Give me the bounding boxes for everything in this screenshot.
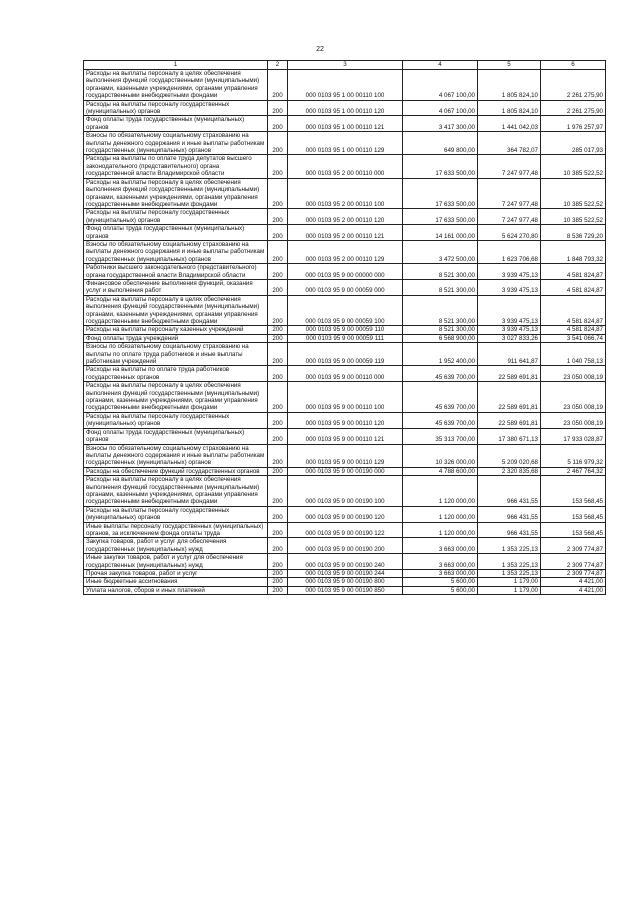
unexecuted-amount-cell: 1 040 758,13 xyxy=(541,343,606,366)
unexecuted-amount-cell: 2 309 774,87 xyxy=(541,538,606,554)
expense-name-cell: Фонд оплаты труда учреждений xyxy=(84,334,268,342)
budget-classification-code-cell: 000 0103 95 9 00 00110 129 xyxy=(288,444,403,467)
executed-amount-cell: 364 782,07 xyxy=(478,132,541,155)
line-code-cell: 200 xyxy=(268,366,288,382)
line-code-cell: 200 xyxy=(268,70,288,101)
approved-amount-cell: 3 663 000,00 xyxy=(403,538,478,554)
expense-name-cell: Расходы на выплаты персоналу в целях обеспечения выполнения функций государственными (муниципальными) органами, казенными учреждениями, органами управления государственными внебюджетными фондами xyxy=(84,178,268,209)
line-code-cell: 200 xyxy=(268,116,288,132)
approved-amount-cell: 8 521 300,00 xyxy=(403,295,478,326)
unexecuted-amount-cell: 4 581 824,87 xyxy=(541,295,606,326)
executed-amount-cell: 22 589 691,81 xyxy=(478,412,541,428)
unexecuted-amount-cell: 10 385 522,52 xyxy=(541,209,606,225)
executed-amount-cell: 3 939 475,13 xyxy=(478,326,541,334)
unexecuted-amount-cell: 10 385 522,52 xyxy=(541,178,606,209)
expense-name-cell: Расходы на выплаты персоналу в целях обеспечения выполнения функций государственными (муниципальными) органами, казенными учреждениями, органами управления государственными внебюджетными фондами xyxy=(84,382,268,413)
budget-classification-code-cell: 000 0103 95 9 00 00110 120 xyxy=(288,412,403,428)
expense-name-cell: Финансовое обеспечение выполнения функций, оказания услуг и выполнения работ xyxy=(84,279,268,295)
budget-classification-code-cell: 000 0103 95 9 00 00190 200 xyxy=(288,538,403,554)
approved-amount-cell: 649 800,00 xyxy=(403,132,478,155)
budget-classification-code-cell: 000 0103 95 9 00 00110 000 xyxy=(288,366,403,382)
table-row xyxy=(84,586,606,594)
table-row xyxy=(84,578,606,586)
line-code-cell: 200 xyxy=(268,100,288,116)
budget-classification-code-cell: 000 0103 95 9 00 00190 122 xyxy=(288,522,403,538)
approved-amount-cell: 17 633 500,00 xyxy=(403,209,478,225)
table-row xyxy=(84,412,606,428)
expense-name-cell: Расходы на выплаты персоналу государственных (муниципальных) органов xyxy=(84,209,268,225)
table-row xyxy=(84,366,606,382)
table-row xyxy=(84,506,606,522)
table-row xyxy=(84,554,606,570)
budget-classification-code-cell: 000 0103 95 9 00 00190 000 xyxy=(288,467,403,475)
expense-name-cell: Расходы на выплаты персоналу государственных (муниципальных) органов xyxy=(84,100,268,116)
executed-amount-cell: 1 353 225,13 xyxy=(478,538,541,554)
budget-classification-code-cell: 000 0103 95 9 00 00190 800 xyxy=(288,578,403,586)
approved-amount-cell: 3 417 300,00 xyxy=(403,116,478,132)
approved-amount-cell: 3 663 000,00 xyxy=(403,570,478,578)
table-row xyxy=(84,264,606,280)
line-code-cell: 200 xyxy=(268,155,288,178)
approved-amount-cell: 4 788 600,00 xyxy=(403,467,478,475)
unexecuted-amount-cell: 153 568,45 xyxy=(541,522,606,538)
expense-name-cell: Иные выплаты персоналу государственных (муниципальных) органов, за исключением фонда оплаты труда xyxy=(84,522,268,538)
executed-amount-cell: 1 179,00 xyxy=(478,586,541,594)
executed-amount-cell: 966 431,55 xyxy=(478,506,541,522)
column-number: 1 xyxy=(84,61,268,70)
column-number: 5 xyxy=(478,61,541,70)
executed-amount-cell: 17 380 671,13 xyxy=(478,428,541,444)
table-row xyxy=(84,70,606,101)
unexecuted-amount-cell: 285 017,93 xyxy=(541,132,606,155)
executed-amount-cell: 1 805 824,10 xyxy=(478,70,541,101)
unexecuted-amount-cell: 23 050 008,19 xyxy=(541,412,606,428)
approved-amount-cell: 1 952 400,00 xyxy=(403,343,478,366)
line-code-cell: 200 xyxy=(268,295,288,326)
expense-name-cell: Фонд оплаты труда государственных (муниципальных) органов xyxy=(84,116,268,132)
unexecuted-amount-cell: 3 541 066,74 xyxy=(541,334,606,342)
approved-amount-cell: 1 120 000,00 xyxy=(403,506,478,522)
unexecuted-amount-cell: 4 421,00 xyxy=(541,578,606,586)
approved-amount-cell: 8 521 300,00 xyxy=(403,264,478,280)
executed-amount-cell: 1 353 225,13 xyxy=(478,554,541,570)
budget-classification-code-cell: 000 0103 95 1 00 00110 120 xyxy=(288,100,403,116)
approved-amount-cell: 5 600,00 xyxy=(403,578,478,586)
line-code-cell: 200 xyxy=(268,334,288,342)
budget-classification-code-cell: 000 0103 95 9 00 00059 110 xyxy=(288,326,403,334)
line-code-cell: 200 xyxy=(268,570,288,578)
executed-amount-cell: 2 320 835,68 xyxy=(478,467,541,475)
expense-name-cell: Иные закупки товаров, работ и услуг для обеспечения государственных (муниципальных) нужд xyxy=(84,554,268,570)
budget-classification-code-cell: 000 0103 95 9 00 00190 120 xyxy=(288,506,403,522)
expense-name-cell: Прочая закупка товаров, работ и услуг xyxy=(84,570,268,578)
expense-name-cell: Фонд оплаты труда государственных (муниципальных) органов xyxy=(84,428,268,444)
approved-amount-cell: 5 600,00 xyxy=(403,586,478,594)
table-row xyxy=(84,467,606,475)
unexecuted-amount-cell: 8 536 729,20 xyxy=(541,225,606,241)
expense-name-cell: Взносы по обязательному социальному страхованию на выплаты денежного содержания и иные выплаты работникам государственных (муниципальных) органов xyxy=(84,240,268,263)
expense-name-cell: Взносы по обязательному социальному страхованию на выплаты денежного содержания и иные выплаты работникам государственных (муниципальных) органов xyxy=(84,132,268,155)
executed-amount-cell: 3 939 475,13 xyxy=(478,295,541,326)
line-code-cell: 200 xyxy=(268,264,288,280)
unexecuted-amount-cell: 2 261 275,90 xyxy=(541,100,606,116)
budget-classification-code-cell: 000 0103 95 9 00 00059 000 xyxy=(288,279,403,295)
line-code-cell: 200 xyxy=(268,132,288,155)
line-code-cell: 200 xyxy=(268,279,288,295)
table-row xyxy=(84,209,606,225)
table-row xyxy=(84,116,606,132)
table-row xyxy=(84,444,606,467)
expense-name-cell: Расходы на выплаты персоналу в целях обеспечения выполнения функций государственными (муниципальными) органами, казенными учреждениями, органами управления государственными внебюджетными фондами xyxy=(84,295,268,326)
line-code-cell: 200 xyxy=(268,586,288,594)
expense-name-cell: Иные бюджетные ассигнования xyxy=(84,578,268,586)
line-code-cell: 200 xyxy=(268,382,288,413)
executed-amount-cell: 1 805 824,10 xyxy=(478,100,541,116)
table-row xyxy=(84,334,606,342)
column-number: 2 xyxy=(268,61,288,70)
approved-amount-cell: 4 067 100,00 xyxy=(403,70,478,101)
approved-amount-cell: 3 663 000,00 xyxy=(403,554,478,570)
column-number: 3 xyxy=(288,61,403,70)
approved-amount-cell: 6 568 900,00 xyxy=(403,334,478,342)
executed-amount-cell: 1 179,00 xyxy=(478,578,541,586)
approved-amount-cell: 45 639 700,00 xyxy=(403,412,478,428)
table-row xyxy=(84,132,606,155)
table-row xyxy=(84,538,606,554)
expense-name-cell: Фонд оплаты труда государственных (муниципальных) органов xyxy=(84,225,268,241)
line-code-cell: 200 xyxy=(268,538,288,554)
unexecuted-amount-cell: 1 848 793,32 xyxy=(541,240,606,263)
approved-amount-cell: 45 639 700,00 xyxy=(403,382,478,413)
budget-classification-code-cell: 000 0103 95 2 00 00110 129 xyxy=(288,240,403,263)
budget-classification-code-cell: 000 0103 95 2 00 00110 000 xyxy=(288,155,403,178)
column-number: 6 xyxy=(541,61,606,70)
table-row xyxy=(84,428,606,444)
expense-name-cell: Расходы на выплаты по оплате труда работников государственных органов xyxy=(84,366,268,382)
executed-amount-cell: 22 589 691,81 xyxy=(478,382,541,413)
budget-classification-code-cell: 000 0103 95 9 00 00000 000 xyxy=(288,264,403,280)
expense-name-cell: Расходы на обеспечение функций государственных органов xyxy=(84,467,268,475)
expense-name-cell: Расходы на выплаты персоналу государственных (муниципальных) органов xyxy=(84,506,268,522)
budget-classification-code-cell: 000 0103 95 9 00 00190 244 xyxy=(288,570,403,578)
line-code-cell: 200 xyxy=(268,240,288,263)
executed-amount-cell: 1 441 042,03 xyxy=(478,116,541,132)
table-row xyxy=(84,522,606,538)
executed-amount-cell: 22 589 691,81 xyxy=(478,366,541,382)
expense-name-cell: Уплата налогов, сборов и иных платежей xyxy=(84,586,268,594)
expense-name-cell: Расходы на выплаты персоналу в целях обеспечения выполнения функций государственными (муниципальными) органами, казенными учреждениями, органами управления государственными внебюджетными фондами xyxy=(84,70,268,101)
table-row xyxy=(84,326,606,334)
executed-amount-cell: 911 641,87 xyxy=(478,343,541,366)
table-row xyxy=(84,178,606,209)
executed-amount-cell: 1 353 225,13 xyxy=(478,570,541,578)
line-code-cell: 200 xyxy=(268,522,288,538)
line-code-cell: 200 xyxy=(268,506,288,522)
column-number-row xyxy=(84,61,606,70)
unexecuted-amount-cell: 4 581 824,87 xyxy=(541,279,606,295)
budget-classification-code-cell: 000 0103 95 1 00 00110 121 xyxy=(288,116,403,132)
expense-name-cell: Взносы по обязательному социальному страхованию на выплаты денежного содержания и иные выплаты работникам государственных (муниципальных) органов xyxy=(84,444,268,467)
executed-amount-cell: 7 247 977,48 xyxy=(478,209,541,225)
line-code-cell: 200 xyxy=(268,209,288,225)
unexecuted-amount-cell: 2 467 764,32 xyxy=(541,467,606,475)
executed-amount-cell: 966 431,55 xyxy=(478,522,541,538)
table-row xyxy=(84,100,606,116)
unexecuted-amount-cell: 1 976 257,97 xyxy=(541,116,606,132)
table-row xyxy=(84,476,606,507)
unexecuted-amount-cell: 153 568,45 xyxy=(541,506,606,522)
unexecuted-amount-cell: 4 581 824,87 xyxy=(541,264,606,280)
approved-amount-cell: 35 313 700,00 xyxy=(403,428,478,444)
table-row xyxy=(84,225,606,241)
budget-classification-code-cell: 000 0103 95 9 00 00059 119 xyxy=(288,343,403,366)
expense-name-cell: Расходы на выплаты персоналу государственных (муниципальных) органов xyxy=(84,412,268,428)
unexecuted-amount-cell: 23 050 008,19 xyxy=(541,382,606,413)
budget-classification-code-cell: 000 0103 95 9 00 00059 100 xyxy=(288,295,403,326)
unexecuted-amount-cell: 2 309 774,87 xyxy=(541,570,606,578)
executed-amount-cell: 3 027 833,26 xyxy=(478,334,541,342)
budget-classification-code-cell: 000 0103 95 2 00 00110 121 xyxy=(288,225,403,241)
budget-classification-code-cell: 000 0103 95 2 00 00110 120 xyxy=(288,209,403,225)
table-row xyxy=(84,295,606,326)
unexecuted-amount-cell: 17 933 028,87 xyxy=(541,428,606,444)
budget-classification-code-cell: 000 0103 95 2 00 00110 100 xyxy=(288,178,403,209)
approved-amount-cell: 17 633 500,00 xyxy=(403,155,478,178)
executed-amount-cell: 966 431,55 xyxy=(478,476,541,507)
table-row xyxy=(84,279,606,295)
executed-amount-cell: 7 247 977,48 xyxy=(478,155,541,178)
line-code-cell: 200 xyxy=(268,444,288,467)
budget-classification-code-cell: 000 0103 95 9 00 00190 850 xyxy=(288,586,403,594)
line-code-cell: 200 xyxy=(268,412,288,428)
line-code-cell: 200 xyxy=(268,428,288,444)
unexecuted-amount-cell: 2 261 275,90 xyxy=(541,70,606,101)
approved-amount-cell: 1 120 000,00 xyxy=(403,522,478,538)
approved-amount-cell: 1 120 000,00 xyxy=(403,476,478,507)
budget-execution-table xyxy=(83,60,606,595)
line-code-cell: 200 xyxy=(268,578,288,586)
approved-amount-cell: 10 326 000,00 xyxy=(403,444,478,467)
unexecuted-amount-cell: 4 421,00 xyxy=(541,586,606,594)
line-code-cell: 200 xyxy=(268,178,288,209)
executed-amount-cell: 5 624 270,80 xyxy=(478,225,541,241)
unexecuted-amount-cell: 10 385 522,52 xyxy=(541,155,606,178)
table-row xyxy=(84,570,606,578)
page-number: 22 xyxy=(316,46,324,53)
executed-amount-cell: 1 623 706,68 xyxy=(478,240,541,263)
table-row xyxy=(84,155,606,178)
line-code-cell: 200 xyxy=(268,343,288,366)
expense-name-cell: Расходы на выплаты по оплате труда депутатов высшего законодательного (представительного) органа государственной власти Владимирской области xyxy=(84,155,268,178)
table-row xyxy=(84,240,606,263)
unexecuted-amount-cell: 4 581 824,87 xyxy=(541,326,606,334)
executed-amount-cell: 7 247 977,48 xyxy=(478,178,541,209)
executed-amount-cell: 5 209 020,68 xyxy=(478,444,541,467)
budget-classification-code-cell: 000 0103 95 9 00 00190 240 xyxy=(288,554,403,570)
approved-amount-cell: 4 067 100,00 xyxy=(403,100,478,116)
unexecuted-amount-cell: 2 309 774,87 xyxy=(541,554,606,570)
budget-classification-code-cell: 000 0103 95 9 00 00059 111 xyxy=(288,334,403,342)
line-code-cell: 200 xyxy=(268,554,288,570)
budget-classification-code-cell: 000 0103 95 9 00 00190 100 xyxy=(288,476,403,507)
approved-amount-cell: 3 472 500,00 xyxy=(403,240,478,263)
expense-name-cell: Расходы на выплаты персоналу казенных учреждений xyxy=(84,326,268,334)
budget-classification-code-cell: 000 0103 95 9 00 00110 121 xyxy=(288,428,403,444)
approved-amount-cell: 45 639 700,00 xyxy=(403,366,478,382)
executed-amount-cell: 3 939 475,13 xyxy=(478,264,541,280)
column-number: 4 xyxy=(403,61,478,70)
table-row xyxy=(84,382,606,413)
line-code-cell: 200 xyxy=(268,476,288,507)
line-code-cell: 200 xyxy=(268,225,288,241)
unexecuted-amount-cell: 153 568,45 xyxy=(541,476,606,507)
expense-name-cell: Расходы на выплаты персоналу в целях обеспечения выполнения функций государственными (муниципальными) органами, казенными учреждениями, органами управления государственными внебюджетными фондами xyxy=(84,476,268,507)
approved-amount-cell: 17 633 500,00 xyxy=(403,178,478,209)
budget-classification-code-cell: 000 0103 95 1 00 00110 100 xyxy=(288,70,403,101)
approved-amount-cell: 14 161 000,00 xyxy=(403,225,478,241)
expense-name-cell: Работники высшего законодательного (представительного) органа государственной власти Владимирской области xyxy=(84,264,268,280)
unexecuted-amount-cell: 5 116 979,32 xyxy=(541,444,606,467)
line-code-cell: 200 xyxy=(268,326,288,334)
approved-amount-cell: 8 521 300,00 xyxy=(403,279,478,295)
expense-name-cell: Взносы по обязательному социальному страхованию на выплаты по оплате труда работников и иные выплаты работникам учреждений xyxy=(84,343,268,366)
unexecuted-amount-cell: 23 050 008,19 xyxy=(541,366,606,382)
executed-amount-cell: 3 939 475,13 xyxy=(478,279,541,295)
expense-name-cell: Закупка товаров, работ и услуг для обеспечения государственных (муниципальных) нужд xyxy=(84,538,268,554)
line-code-cell: 200 xyxy=(268,467,288,475)
budget-classification-code-cell: 000 0103 95 1 00 00110 129 xyxy=(288,132,403,155)
budget-classification-code-cell: 000 0103 95 9 00 00110 100 xyxy=(288,382,403,413)
table-row xyxy=(84,343,606,366)
approved-amount-cell: 8 521 300,00 xyxy=(403,326,478,334)
